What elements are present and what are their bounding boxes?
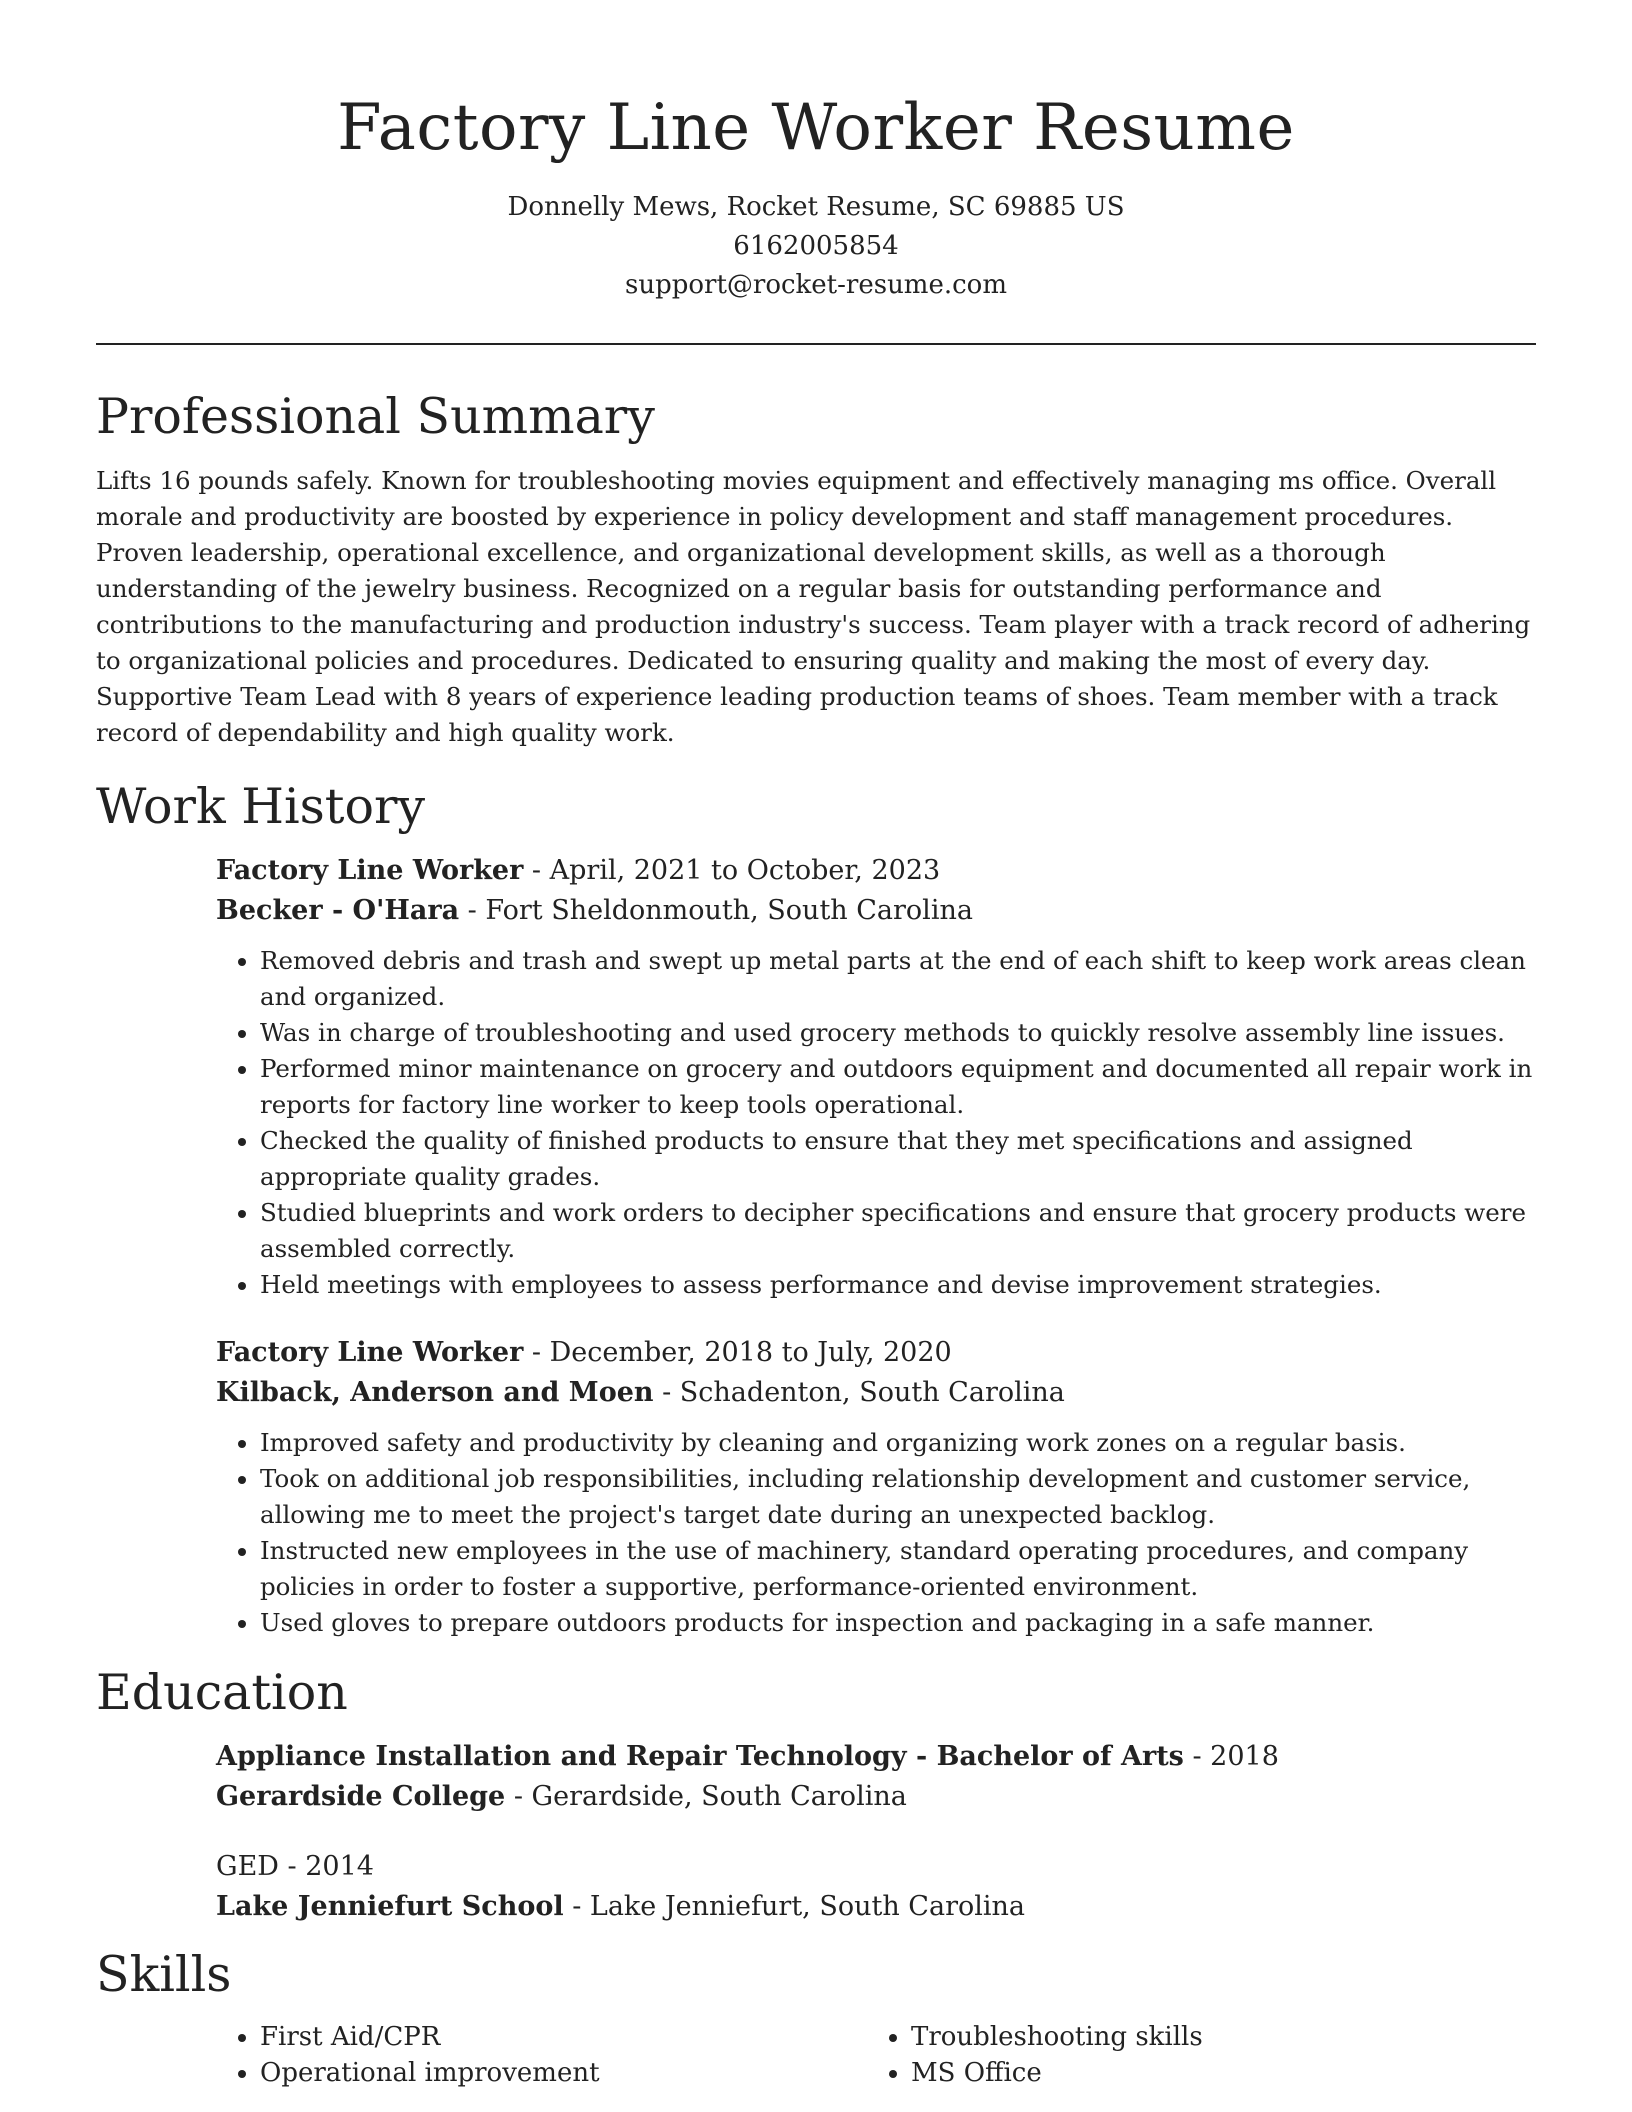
job-company-line <box>216 891 1536 931</box>
skill-item: • MS Office <box>911 2055 1518 2091</box>
skills-list <box>867 2019 1518 2091</box>
education-school-line <box>216 1887 1536 1927</box>
skills-grid <box>216 2019 1536 2091</box>
resume-title: Factory Line Worker Resume <box>337 91 1295 165</box>
skills-list <box>216 2019 867 2091</box>
skill-item: • First Aid/CPR <box>260 2019 867 2055</box>
skills-heading: Skills <box>96 1946 232 2003</box>
education-year: - 2014 <box>278 1851 374 1882</box>
contact-address: Donnelly Mews, Rocket Resume, SC 69885 US <box>507 192 1125 222</box>
job-title: Factory Line Worker <box>216 1337 524 1368</box>
job-duty: • Instructed new employees in the use of machinery, standard operating procedures, and company policies in order to foster a supportive, performance-oriented environment. <box>260 1533 1536 1605</box>
job-title-line <box>216 1333 1536 1373</box>
job-duty: • Removed debris and trash and swept up metal parts at the end of each shift to keep work areas clean and organized. <box>260 943 1536 1015</box>
education-entry <box>216 1737 1536 1817</box>
education-heading: Education <box>96 1664 348 1721</box>
education-school: Gerardside College <box>216 1781 506 1812</box>
skills-column-left <box>216 2019 867 2091</box>
job-location: - Fort Sheldonmouth, South Carolina <box>459 895 973 926</box>
job-dates: - April, 2021 to October, 2023 <box>523 855 941 886</box>
skills-column-right <box>867 2019 1518 2091</box>
job-location: - Schadenton, South Carolina <box>653 1377 1065 1408</box>
summary-text: Lifts 16 pounds safely. Known for troubleshooting movies equipment and effectively managing ms office. Overall morale and productivity are boosted by experience in policy development and staff management procedures. Proven leadership, operational excellence, and organizational development skills, as well as a thorough understanding of the jewelry business. Recognized on a regular basis for outstanding performance and contributions to the manufacturing and production industry's success. Team player with a track record of adhering to organizational policies and procedures. Dedicated to ensuring quality and making the most of every day. Supportive Team Lead with 8 years of experience leading production teams of shoes. Team member with a track record of dependability and high quality work. <box>96 466 1531 747</box>
contact-info <box>96 188 1536 305</box>
education-degree: Appliance Installation and Repair Technology - Bachelor of Arts <box>216 1741 1184 1772</box>
job-duty: • Was in charge of troubleshooting and used grocery methods to quickly resolve assembly line issues. <box>260 1015 1536 1051</box>
education-location: - Gerardside, South Carolina <box>505 1781 907 1812</box>
education-school: Lake Jenniefurt School <box>216 1891 564 1922</box>
job-entry <box>216 851 1536 1303</box>
education-degree-line <box>216 1847 1536 1887</box>
job-company: Kilback, Anderson and Moen <box>216 1377 654 1408</box>
education-entry <box>216 1847 1536 1927</box>
education-school-line <box>216 1777 1536 1817</box>
job-company-line <box>216 1373 1536 1413</box>
work-history-heading: Work History <box>96 778 426 835</box>
job-title-line <box>216 851 1536 891</box>
summary-heading: Professional Summary <box>96 388 655 445</box>
job-title: Factory Line Worker <box>216 855 524 886</box>
job-entry <box>216 1333 1536 1641</box>
job-duties-list <box>216 943 1536 1303</box>
job-duty: • Improved safety and productivity by cleaning and organizing work zones on a regular basis. <box>260 1425 1536 1461</box>
job-dates: - December, 2018 to July, 2020 <box>523 1337 952 1368</box>
job-duty: • Checked the quality of finished products to ensure that they met specifications and assigned appropriate quality grades. <box>260 1123 1536 1195</box>
job-duty: • Studied blueprints and work orders to decipher specifications and ensure that grocery products were assembled correctly. <box>260 1195 1536 1267</box>
job-duties-list <box>216 1425 1536 1641</box>
header-divider <box>96 343 1536 345</box>
contact-phone: 6162005854 <box>733 231 899 261</box>
job-duty: • Used gloves to prepare outdoors products for inspection and packaging in a safe manner. <box>260 1605 1536 1641</box>
education-degree: GED <box>216 1851 279 1882</box>
skill-item: • Operational improvement <box>260 2055 867 2091</box>
contact-email: support@rocket-resume.com <box>624 270 1007 300</box>
education-year: - 2018 <box>1183 1741 1279 1772</box>
job-duty: • Took on additional job responsibilities, including relationship development and customer service, allowing me to meet the project's target date during an unexpected backlog. <box>260 1461 1536 1533</box>
job-duty: • Held meetings with employees to assess performance and devise improvement strategies. <box>260 1267 1536 1303</box>
skill-item: • Troubleshooting skills <box>911 2019 1518 2055</box>
job-duty: • Performed minor maintenance on grocery and outdoors equipment and documented all repair work in reports for factory line worker to keep tools operational. <box>260 1051 1536 1123</box>
education-location: - Lake Jenniefurt, South Carolina <box>563 1891 1025 1922</box>
education-degree-line <box>216 1737 1536 1777</box>
job-company: Becker - O'Hara <box>216 895 460 926</box>
